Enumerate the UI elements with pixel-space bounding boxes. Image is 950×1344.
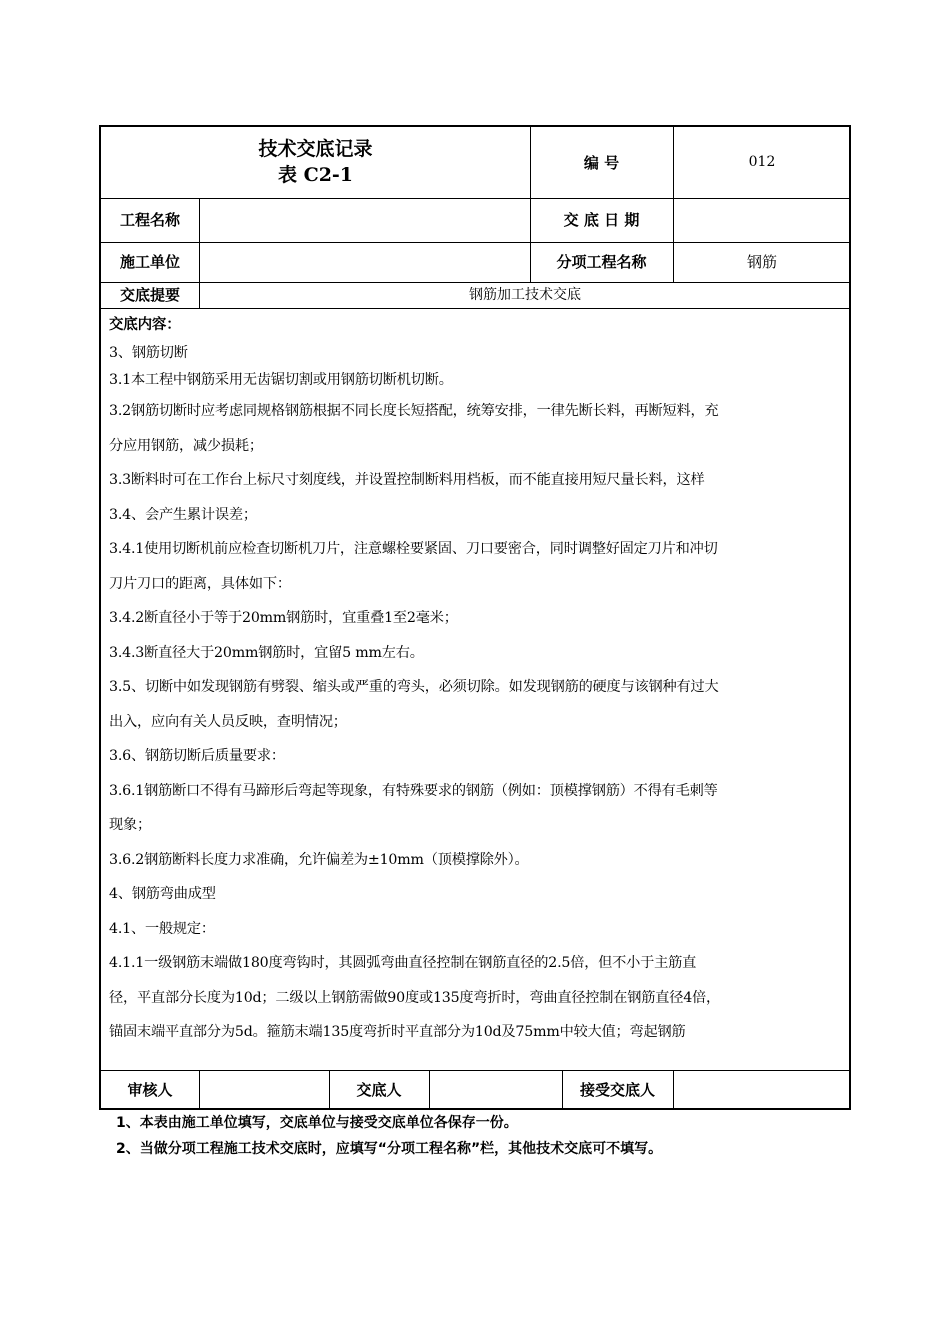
contractor-label: 施工单位 bbox=[119, 253, 180, 271]
reviewer-field[interactable] bbox=[199, 1070, 329, 1110]
form-subtitle: 表 C2-1 bbox=[277, 163, 354, 186]
summary-label: 交底提要 bbox=[119, 286, 180, 304]
receiver-field[interactable] bbox=[673, 1070, 851, 1110]
project-name-field[interactable] bbox=[199, 198, 530, 242]
content-line: 出入，应向有关人员反映，查明情况； bbox=[109, 713, 347, 730]
content-line: 3.4.3断直径大于20mm钢筋时，宜留5 mm左右。 bbox=[109, 644, 424, 661]
content-line: 3.6、钢筋切断后质量要求： bbox=[109, 748, 285, 764]
content-line: 4、钢筋弯曲成型 bbox=[109, 886, 216, 902]
content-line: 3.6.2钢筋断料长度力求准确，允许偏差为±10mm（顶模撑除外）。 bbox=[109, 851, 529, 868]
form-title: 技术交底记录 bbox=[258, 137, 373, 160]
row-divider bbox=[101, 308, 849, 309]
date-label: 交 底 日 期 bbox=[563, 211, 640, 229]
content-line: 锚固末端平直部分为5d。箍筋末端135度弯折时平直部分为10d及75mm中较大值；弯起钢筋 bbox=[109, 1024, 686, 1040]
receiver-label: 接受交底人 bbox=[579, 1081, 655, 1099]
reviewer-label: 审核人 bbox=[127, 1081, 173, 1099]
content-line: 3.3断料时可在工作台上标尺寸刻度线，并设置控制断料用档板，而不能直接用短尺量长料，这样 bbox=[109, 472, 705, 488]
content-line: 3、钢筋切断 bbox=[109, 345, 188, 361]
subproject-label: 分项工程名称 bbox=[556, 253, 647, 271]
content-line: 3.4.1使用切断机前应检查切断机刀片，注意螺栓要紧固、刀口要密合，同时调整好固定刀片和冲切 bbox=[109, 541, 718, 557]
number-label: 编 号 bbox=[583, 153, 620, 172]
content-line: 3.5、切断中如发现钢筋有劈裂、缩头或严重的弯头，必须切除。如发现钢筋的硬度与该钢种有过大 bbox=[109, 679, 719, 695]
content-line: 4.1、一般规定： bbox=[109, 920, 215, 937]
content-line: 3.4.2断直径小于等于20mm钢筋时，宜重叠1至2毫米； bbox=[109, 610, 458, 626]
disclosure-content[interactable] bbox=[109, 314, 843, 1050]
content-line: 现象； bbox=[109, 817, 151, 833]
content-line: 径，平直部分长度为10d；二级以上钢筋需做90度或135度弯折时，弯曲直径控制在钢筋直径4倍， bbox=[109, 989, 721, 1006]
summary-field[interactable]: 钢筋加工技术交底 bbox=[469, 286, 581, 303]
content-line: 刀片刀口的距离，具体如下： bbox=[109, 575, 291, 592]
note-1: 1、本表由施工单位填写，交底单位与接受交底单位各保存一份。 bbox=[116, 1115, 518, 1131]
content-line: 分应用钢筋，减少损耗； bbox=[109, 437, 263, 454]
discloser-field[interactable] bbox=[429, 1070, 562, 1110]
content-line: 3.1本工程中钢筋采用无齿锯切割或用钢筋切断机切断。 bbox=[109, 372, 453, 388]
content-heading: 交底内容： bbox=[109, 317, 181, 333]
content-line: 3.4、会产生累计误差； bbox=[109, 506, 257, 523]
note-2: 2、当做分项工程施工技术交底时，应填写“分项工程名称”栏，其他技术交底可不填写。 bbox=[116, 1141, 663, 1157]
technical-disclosure-form bbox=[99, 125, 851, 1110]
discloser-label: 交底人 bbox=[356, 1081, 402, 1099]
project-name-label: 工程名称 bbox=[119, 211, 180, 229]
contractor-field[interactable] bbox=[199, 242, 530, 282]
content-lines bbox=[109, 340, 843, 1050]
number-value[interactable]: 012 bbox=[748, 154, 776, 171]
content-line: 3.2钢筋切断时应考虑同规格钢筋根据不同长度长短搭配，统筹安排，一律先断长料，再断短料，充 bbox=[109, 403, 719, 419]
content-line: 3.6.1钢筋断口不得有马蹄形后弯起等现象，有特殊要求的钢筋（例如：顶模撑钢筋）不得有毛刺等 bbox=[109, 782, 718, 799]
form-notes bbox=[116, 1110, 662, 1162]
form-title-cell bbox=[101, 127, 530, 198]
date-field[interactable] bbox=[673, 198, 851, 242]
subproject-field[interactable]: 钢筋 bbox=[746, 253, 777, 271]
content-line: 4.1.1一级钢筋末端做180度弯钩时，其圆弧弯曲直径控制在钢筋直径的2.5倍，但不小于主筋直 bbox=[109, 955, 697, 971]
